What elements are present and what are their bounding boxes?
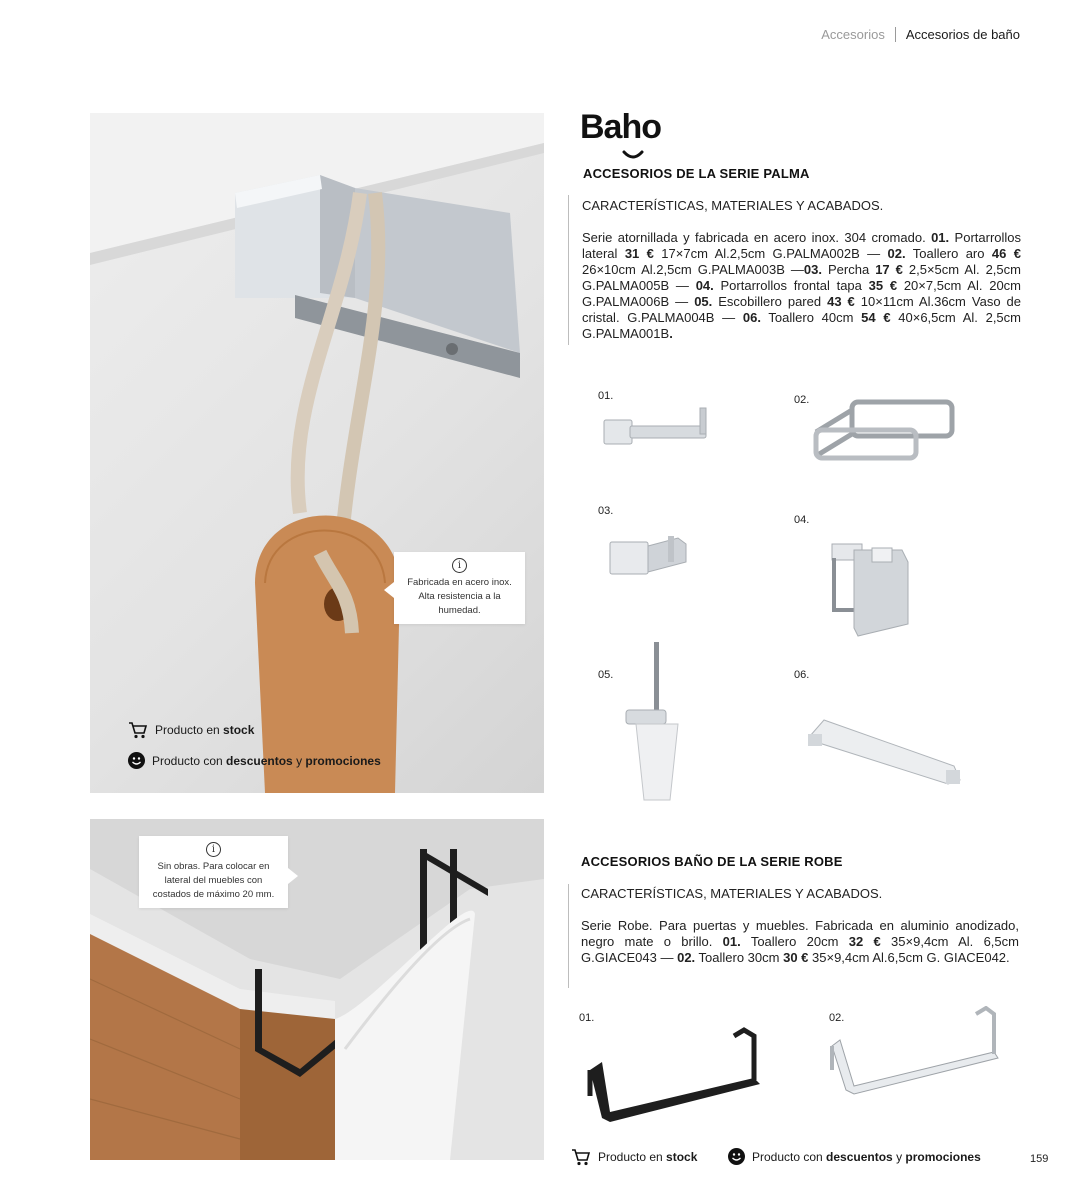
palma-product-01-image[interactable] (600, 404, 712, 450)
section-subtitle-robe: CARACTERÍSTICAS, MATERIALES Y ACABADOS. (581, 886, 883, 901)
legend-promo-mid: y (892, 1149, 906, 1164)
description-bold-run: 03. (803, 262, 822, 277)
legend-stock-bold: stock (666, 1150, 698, 1164)
description-run: Portarrollos frontal tapa (713, 278, 869, 293)
breadcrumb-separator (895, 27, 896, 42)
robe-product-number: 01. (579, 1012, 595, 1024)
description-bold-run: 05. (694, 294, 713, 309)
legend-promo-prefix: Producto con (152, 753, 227, 768)
info-callout-text: Fabricada en acero inox. Alta resistencia a la humedad. (407, 577, 512, 616)
palma-product-number: 04. (794, 514, 810, 526)
info-icon: i (206, 842, 221, 857)
description-run: Toallero 30cm (695, 950, 784, 965)
robe-product-01-image[interactable] (584, 1026, 770, 1122)
description-bold-run: 04. (695, 278, 714, 293)
breadcrumb-current: Accesorios de baño (905, 27, 1020, 42)
description-bold-run: 02. (887, 246, 906, 261)
description-run: Percha (821, 262, 876, 277)
photo-palma-hook (90, 113, 544, 793)
description-run: 35×9,4cm Al.6,5cm G. GIACE042. (808, 950, 1010, 965)
section-rule-robe (568, 884, 569, 988)
legend-promo-bold2: promociones (305, 753, 381, 768)
description-run: Toallero 40cm (760, 310, 862, 325)
smile-icon (728, 1148, 745, 1165)
footer-legend-promo (728, 1148, 981, 1165)
description-bold-run: 30 € (783, 950, 809, 965)
legend-stock-bold: stock (223, 723, 255, 737)
description-bold-run: 35 € (868, 278, 898, 293)
description-run: 40×6,5cm Al. 2,5cm G.PALMA001B (582, 310, 1021, 341)
breadcrumb-parent[interactable]: Accesorios (821, 27, 885, 42)
description-run: 35×9,4cm Al. 6,5cm G.GIACE043 — (581, 934, 1019, 965)
description-run: Serie atornillada y fabricada en acero inox. 304 cromado. (582, 230, 932, 245)
description-run: Toallero 20cm (740, 934, 849, 949)
palma-description (582, 230, 1021, 342)
description-bold-run: 06. (742, 310, 761, 325)
palma-product-number: 03. (598, 505, 614, 517)
palma-product-02-image[interactable] (812, 396, 958, 464)
description-bold-run: 32 € (848, 934, 881, 949)
smile-icon (128, 752, 145, 769)
description-run: Toallero aro (905, 246, 992, 261)
footer-legend-stock (571, 1148, 697, 1166)
legend-promo-bold1: descuentos (826, 1149, 893, 1164)
description-run: Serie Robe. Para puertas y muebles. Fabricada en aluminio anodizado, negro mate o brillo. (581, 918, 1019, 949)
palma-product-number: 01. (598, 390, 614, 402)
palma-product-number: 05. (598, 669, 614, 681)
description-run: 26×10cm Al.2,5cm G.PALMA003B — (582, 262, 804, 277)
palma-product-05-image[interactable] (622, 640, 692, 804)
robe-description (581, 918, 1019, 966)
page-number: 159 (1030, 1153, 1049, 1165)
info-callout-material (394, 552, 525, 624)
description-bold-run: 01. (722, 934, 741, 949)
legend-promo-prefix: Producto con (752, 1149, 827, 1164)
description-bold-run: 54 € (861, 310, 891, 325)
description-run: 17×7cm Al.2,5cm G.PALMA002B — (653, 246, 888, 261)
legend-promo-bold2: promociones (905, 1149, 981, 1164)
description-run: Escobillero pared (712, 294, 828, 309)
legend-promo-bold1: descuentos (226, 753, 293, 768)
section-title-robe: ACCESORIOS BAÑO DE LA SERIE ROBE (581, 854, 843, 869)
description-bold-run: 31 € (624, 246, 654, 261)
legend-stock-prefix: Producto en (155, 723, 224, 737)
section-subtitle-palma: CARACTERÍSTICAS, MATERIALES Y ACABADOS. (582, 198, 884, 213)
cart-icon (571, 1148, 591, 1166)
info-callout-text: Sin obras. Para colocar en lateral del muebles con costados de máximo 20 mm. (152, 861, 275, 900)
legend-promo-mid: y (292, 753, 306, 768)
legend-stock (128, 721, 254, 739)
brand-logo: Baho (580, 108, 661, 146)
robe-product-02-image[interactable] (826, 1006, 1006, 1096)
legend-promo (128, 752, 381, 769)
cart-icon (128, 721, 148, 739)
section-rule-palma (568, 195, 569, 345)
description-bold-run: . (669, 326, 673, 341)
description-bold-run: 01. (931, 230, 950, 245)
palma-product-03-image[interactable] (606, 532, 690, 582)
brand-logo-smile-icon (622, 150, 644, 160)
hook-photo-illustration (90, 113, 544, 793)
description-run: Portarrollos lateral (582, 230, 1022, 261)
description-bold-run: 02. (677, 950, 696, 965)
info-icon: i (452, 558, 467, 573)
description-bold-run: 46 € (991, 246, 1021, 261)
palma-product-06-image[interactable] (804, 712, 966, 788)
description-run: 2,5×5cm Al. 2,5cm G.PALMA005B — (582, 262, 1021, 293)
section-title-palma: ACCESORIOS DE LA SERIE PALMA (583, 166, 810, 181)
palma-product-04-image[interactable] (824, 538, 914, 638)
legend-stock-prefix: Producto en (598, 1150, 667, 1164)
info-callout-install (139, 836, 288, 908)
robe-product-number: 02. (829, 1012, 845, 1024)
description-bold-run: 17 € (875, 262, 903, 277)
palma-product-number: 06. (794, 669, 810, 681)
description-run: 10×11cm Al.36cm Vaso de cristal. G.PALMA004B — (582, 294, 1021, 325)
palma-product-number: 02. (794, 394, 810, 406)
breadcrumb (821, 27, 1020, 42)
description-bold-run: 43 € (827, 294, 855, 309)
description-run: 20×7,5cm Al. 20cm G.PALMA006B — (582, 278, 1021, 309)
